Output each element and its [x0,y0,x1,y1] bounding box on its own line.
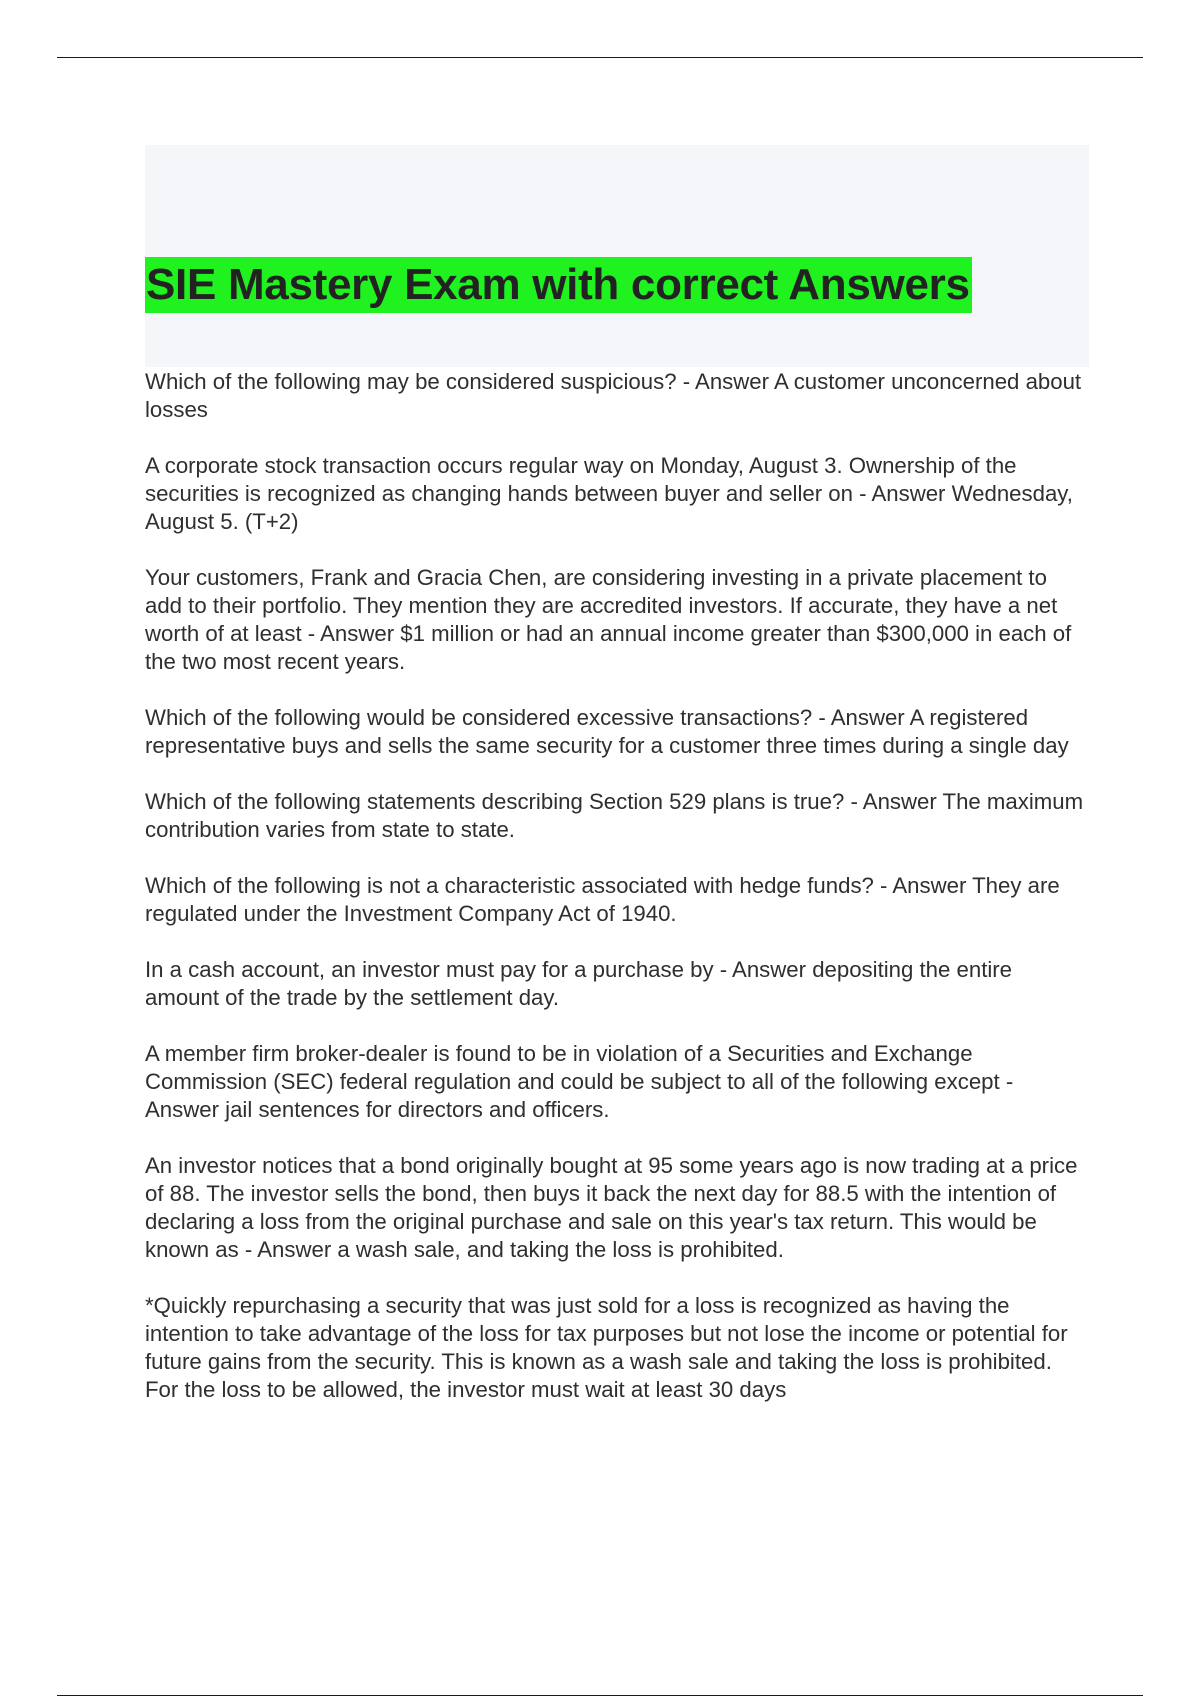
qa-text: In a cash account, an investor must pay for a purchase by - Answer depositing the entire amount of the trade by the settlement day. [145,957,1013,1010]
qa-item [145,704,1090,760]
qa-item [145,956,1090,1012]
qa-text: Which of the following may be considered suspicious? - Answer A customer unconcerned about losses [145,369,1082,422]
qa-list [145,368,1090,1432]
qa-item [145,368,1090,424]
qa-item [145,1152,1090,1264]
qa-item [145,788,1090,844]
qa-text: *Quickly repurchasing a security that was just sold for a loss is recognized as having the intention to take advantage of the loss for tax purposes but not lose the income or potential for future gains from the security. This is known as a wash sale and taking the loss is prohibited. For the loss to be allowed, the investor must wait at least 30 days [145,1293,1068,1402]
qa-text: Which of the following would be considered excessive transactions? - Answer A registered representative buys and sells the same security for a customer three times during a single day [145,705,1069,758]
qa-text: Your customers, Frank and Gracia Chen, are considering investing in a private placement to add to their portfolio. They mention they are accredited investors. If accurate, they have a net worth of at least - Answer $1 million or had an annual income greater than $300,000 in each of the two most recent years. [145,565,1072,674]
qa-item [145,452,1090,536]
qa-item [145,872,1090,928]
bottom-rule [57,1695,1143,1696]
qa-text: A member firm broker-dealer is found to be in violation of a Securities and Exchange Commission (SEC) federal regulation and could be subject to all of the following except - Answer jail sentences for directors and officers. [145,1041,1014,1122]
top-rule [57,57,1143,58]
qa-item [145,1040,1090,1124]
qa-item [145,564,1090,676]
qa-text: Which of the following is not a characteristic associated with hedge funds? - Answer They are regulated under the Investment Company Act of 1940. [145,873,1060,926]
qa-text: A corporate stock transaction occurs regular way on Monday, August 3. Ownership of the securities is recognized as changing hands between buyer and seller on - Answer Wednesday, August 5. (T+2) [145,453,1073,534]
title-band [145,145,1089,367]
qa-text: Which of the following statements describing Section 529 plans is true? - Answer The maximum contribution varies from state to state. [145,789,1084,842]
qa-text: An investor notices that a bond originally bought at 95 some years ago is now trading at a price of 88. The investor sells the bond, then buys it back the next day for 88.5 with the intention of declaring a loss from the original purchase and sale on this year's tax return. This would be known as - Answer a wash sale, and taking the loss is prohibited. [145,1153,1078,1262]
qa-item [145,1292,1090,1404]
document-title: SIE Mastery Exam with correct Answers [145,257,972,313]
